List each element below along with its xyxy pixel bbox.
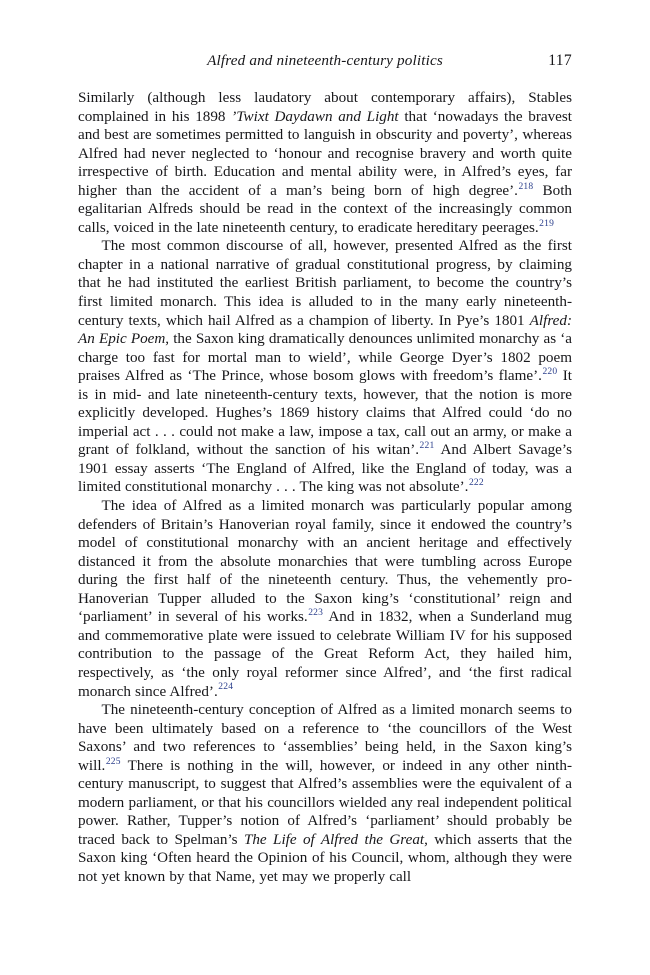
text-run: , the Saxon king dramatically denounces unlimited monarchy as ‘a charge too fast for mortal man to wield’, while George Dyer’s 1802 poem praises Alfred as ‘The Prince, whose bosom glows with freedom’s flame’.	[78, 330, 572, 385]
para-conception	[78, 701, 572, 886]
italic-title: Alfred: An Epic Poem	[78, 311, 572, 348]
footnote-marker-219[interactable]: 219	[539, 217, 555, 229]
footnote-marker-225[interactable]: 225	[105, 755, 121, 767]
text-run: The idea of Alfred as a limited monarch was particularly popular among defenders of Britain’s Hanoverian royal family, since it endowed the country’s model of constitutional monarchy with an ancient heritage and effectively distanced it from the absolute monarchies that were tumbling across Europe during the first half of the nineteenth century. Thus, the vehemently pro-Hanoverian Tupper alluded to the Saxon king’s ‘constitutional’ reign and ‘parliament’ in several of his works.	[78, 497, 572, 626]
text-run: The nineteenth-century conception of Alfred as a limited monarch seems to have been ultimately based on a reference to ‘the councillors of the West Saxons’ and two references to ‘assemblies’ being held, in the Saxon king’s will.	[78, 701, 572, 774]
running-head-title: Alfred and nineteenth-century politics	[207, 52, 443, 69]
page-number: 117	[548, 52, 572, 69]
para-hanoverian	[78, 497, 572, 701]
para-stables	[78, 89, 572, 237]
text-run: And Albert Savage’s 1901 essay asserts ‘The England of Alfred, like the England of today, was a limited constitutional monarchy . . . The king was not absolute’.	[78, 441, 572, 496]
footnote-marker-224[interactable]: 224	[218, 681, 234, 693]
text-run: And in 1832, when a Sunderland mug and commemorative plate were issued to celebrate William IV for his supposed contribution to the passage of the Great Reform Act, they hailed him, respectively, as ‘the only royal reformer since Alfred’, and ‘the first radical monarch since Alfred’.	[78, 608, 572, 700]
italic-title: ’Twixt Daydawn and Light	[231, 107, 399, 125]
text-run: , which asserts that the Saxon king ‘Often heard the Opinion of his Council, whom, although they were not yet known by that Name, yet may we properly call	[78, 830, 572, 885]
text-run: that ‘nowadays the bravest and best are sometimes permitted to languish in obscurity and poverty’, whereas Alfred had never neglected to ‘honour and recognise bravery and worth quite irrespective of birth. Education and mental ability were, in Alfred’s eyes, far higher than the accident of a man’s being born of high degree’.	[78, 107, 572, 199]
para-discourse	[78, 237, 572, 497]
footnote-marker-218[interactable]: 218	[518, 180, 534, 192]
body-text-column	[78, 89, 572, 887]
text-run: Similarly (although less laudatory about contemporary affairs), Stables complained in his 1898	[78, 89, 572, 125]
text-run: The most common discourse of all, however, presented Alfred as the first chapter in a national narrative of gradual constitutional progress, by claiming that he had instituted the earliest British parliament, to become the country’s first limited monarch. This idea is alluded to in the many early nineteenth-century texts, which hail Alfred as a champion of liberty. In Pye’s 1801	[78, 237, 572, 329]
text-run: There is nothing in the will, however, or indeed in any other ninth-century manuscript, to suggest that Alfred’s assemblies were the equivalent of a modern parliament, or that his councillors wielded any real independent political power. Rather, Tupper’s notion of Alfred’s ‘parliament’ should probably be traced back to Spelman’s	[78, 756, 572, 848]
footnote-marker-221[interactable]: 221	[419, 440, 435, 452]
footnote-marker-223[interactable]: 223	[308, 607, 324, 619]
running-head	[78, 52, 572, 74]
italic-title: The Life of Alfred the Great	[243, 830, 425, 848]
footnote-marker-220[interactable]: 220	[542, 366, 558, 378]
text-run: Both egalitarian Alfreds should be read in the context of the increasingly common calls, voiced in the late nineteenth century, to eradicate hereditary peerages.	[78, 181, 572, 236]
footnote-marker-222[interactable]: 222	[468, 477, 484, 489]
text-run: It is in mid- and late nineteenth-century texts, however, that the notion is more explicitly developed. Hughes’s 1869 history claims that Alfred could ‘do no imperial act . . . could not make a law, impose a tax, call out an army, or make a grant of folkland, without the sanction of his witan’.	[78, 367, 572, 459]
